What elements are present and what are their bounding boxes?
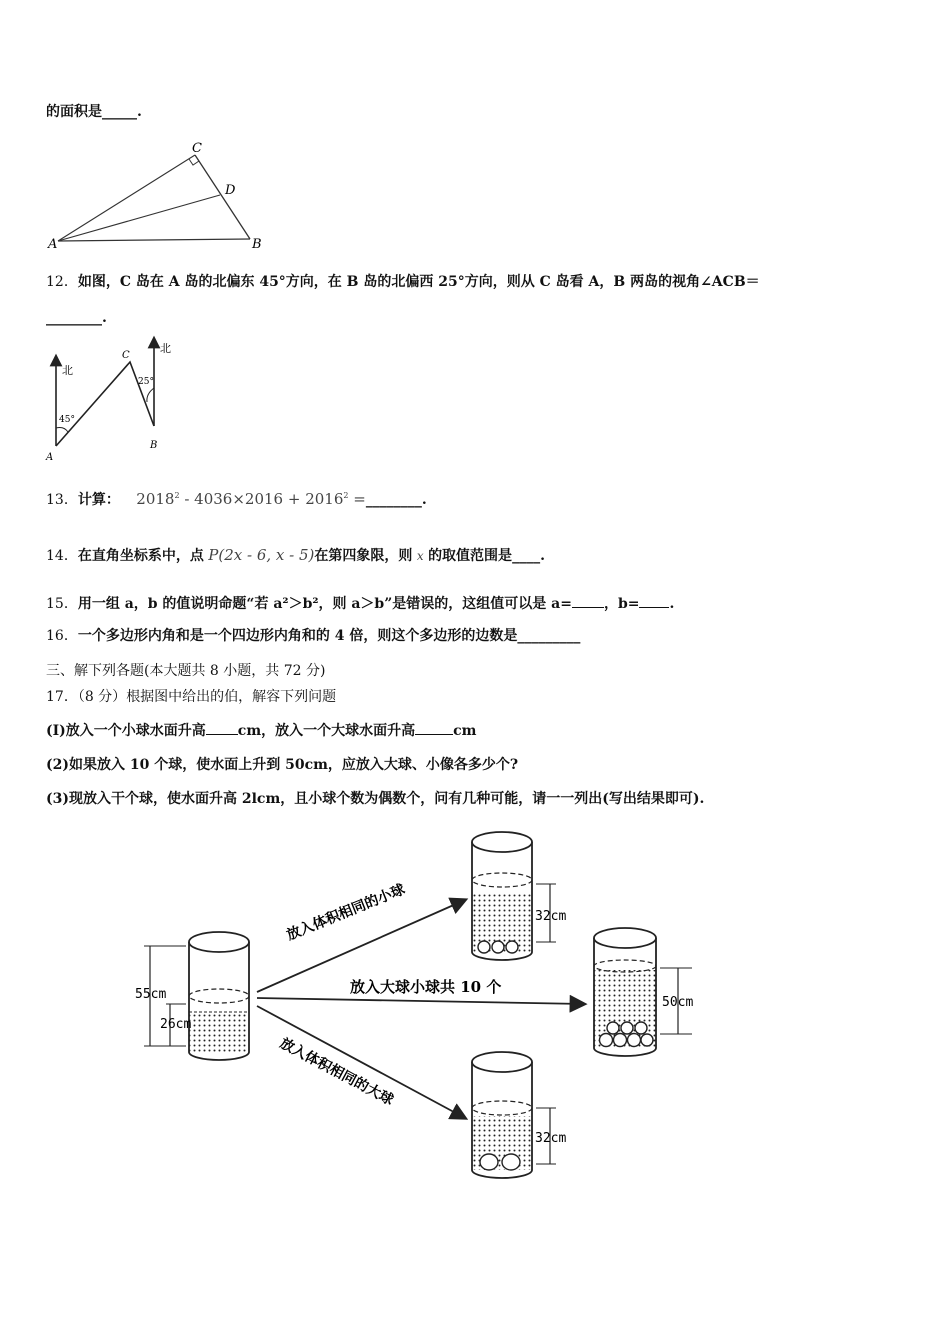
side-ab xyxy=(58,239,250,241)
angle-arc-b xyxy=(147,388,154,402)
label-c: C xyxy=(192,141,202,156)
segment-ad xyxy=(58,195,220,241)
question-13: 13．计算： $2018^2 - 4036\times 2016 + 2016^2$ =________. xyxy=(46,490,427,508)
arrow-to-mixed-balls xyxy=(257,998,584,1004)
angle-b-label: 25° xyxy=(138,377,154,387)
previous-question-tail: 的面积是_____. xyxy=(46,104,142,120)
question-17-part-1: (I)放入一个小球水面升高 cm，放入一个大球水面升高 cm xyxy=(46,720,476,741)
side-ac xyxy=(58,155,195,241)
cylinder-start xyxy=(135,932,249,1060)
cylinder-mixed-balls xyxy=(594,928,693,1056)
question-number: 13． xyxy=(46,492,78,508)
side-cb xyxy=(195,155,250,239)
label-c: C xyxy=(122,350,130,361)
islands-figure xyxy=(44,338,184,463)
answer-blank-a xyxy=(572,593,604,608)
question-text: 根据图中给出的伯，解容下列问题 xyxy=(126,689,337,705)
cylinder-small-balls xyxy=(472,832,566,960)
answer-blank-b xyxy=(639,593,669,608)
math-expression: $2018^2 - 4036\times 2016 + 2016^2$ = xyxy=(136,490,366,508)
question-12 xyxy=(46,272,760,292)
question-label: 计算： xyxy=(77,492,120,508)
question-17-part-3: (3)现放入干个球，使水面升高 2lcm，且小球个数为偶数个，问有几种可能，请一一列出(写出结果即可). xyxy=(46,791,705,807)
answer-blank-large-ball xyxy=(415,720,453,735)
label-level-small: 32cm xyxy=(535,909,567,924)
triangle-figure xyxy=(46,138,276,253)
answer-blank: _____ xyxy=(102,104,137,120)
point-expression: P(2x - 6, x - 5) xyxy=(208,546,315,564)
question-14: 14．在直角坐标系中，点 P(2x - 6, x - 5)在第四象限，则 x 的取值范围是____. xyxy=(46,546,545,564)
angle-arc-a xyxy=(56,428,68,433)
cylinders-diagram xyxy=(132,828,722,1188)
cylinder-large-balls xyxy=(472,1052,566,1178)
question-number: 12． xyxy=(46,274,78,290)
angle-a-label: 45° xyxy=(59,415,75,425)
cylinders-figure xyxy=(132,828,722,1188)
section-heading: 三、解下列各题(本大题共 8 小题，共 72 分) xyxy=(46,663,326,679)
label-b: B xyxy=(252,237,262,252)
question-12-blank-line: ________. xyxy=(46,310,107,326)
question-17-part-2: (2)如果放入 10 个球，使水面上升到 50cm，应放入大球、小像各多少个? xyxy=(46,757,519,773)
north-label-right: 北 xyxy=(160,342,171,355)
question-16 xyxy=(46,626,580,646)
answer-blank: ________ xyxy=(365,492,422,508)
answer-blank: ____ xyxy=(512,548,541,564)
question-score: （8 分） xyxy=(77,689,127,705)
answer-blank-small-ball xyxy=(206,720,238,735)
label-level-mixed: 50cm xyxy=(662,995,694,1010)
north-label-left: 北 xyxy=(62,364,73,377)
label-d: D xyxy=(225,183,236,198)
question-number: 15． xyxy=(46,596,78,612)
question-number: 16． xyxy=(46,628,78,644)
label-a: A xyxy=(48,237,58,252)
label-total-height: 55cm xyxy=(135,987,167,1002)
question-text: 一个多边形内角和是一个四边形内角和的 4 倍，则这个多边形的边数是 xyxy=(77,628,518,644)
triangle-diagram xyxy=(46,138,276,253)
arrow-to-large-balls xyxy=(257,1006,465,1118)
label-b: B xyxy=(150,440,158,451)
arrow-label-mixed-balls: 放入大球小球共 10 个 xyxy=(350,978,502,996)
label-water-height: 26cm xyxy=(160,1017,192,1032)
label-level-large: 32cm xyxy=(535,1131,567,1146)
question-15: 15．用一组 a，b 的值说明命题“若 a²＞b²，则 a＞b”是错误的，这组值可以是 a= ，b= . xyxy=(46,593,674,614)
question-text: 用一组 a，b 的值说明命题“若 a²＞b²，则 a＞b”是错误的，这组值可以是 a= xyxy=(77,596,572,612)
question-number: 14． xyxy=(46,548,78,564)
label-a: A xyxy=(46,452,54,463)
question-number: 17． xyxy=(46,689,78,705)
question-text: 如图，C 岛在 A 岛的北偏东 45°方向，在 B 岛的北偏西 25°方向，则从 C 岛看 A，B 两岛的视角∠ACB＝ xyxy=(77,274,760,290)
answer-blank: ________ xyxy=(46,310,102,326)
arrow-label-small-balls: 放入体积相同的小球 xyxy=(284,881,408,944)
answer-blank: _________ xyxy=(517,628,581,644)
variable-x: x xyxy=(416,549,424,563)
islands-diagram xyxy=(44,338,184,463)
fragment-text: 的面积是 xyxy=(46,104,102,120)
question-17 xyxy=(46,687,336,707)
arrow-label-large-balls: 放入体积相同的大球 xyxy=(277,1035,396,1109)
